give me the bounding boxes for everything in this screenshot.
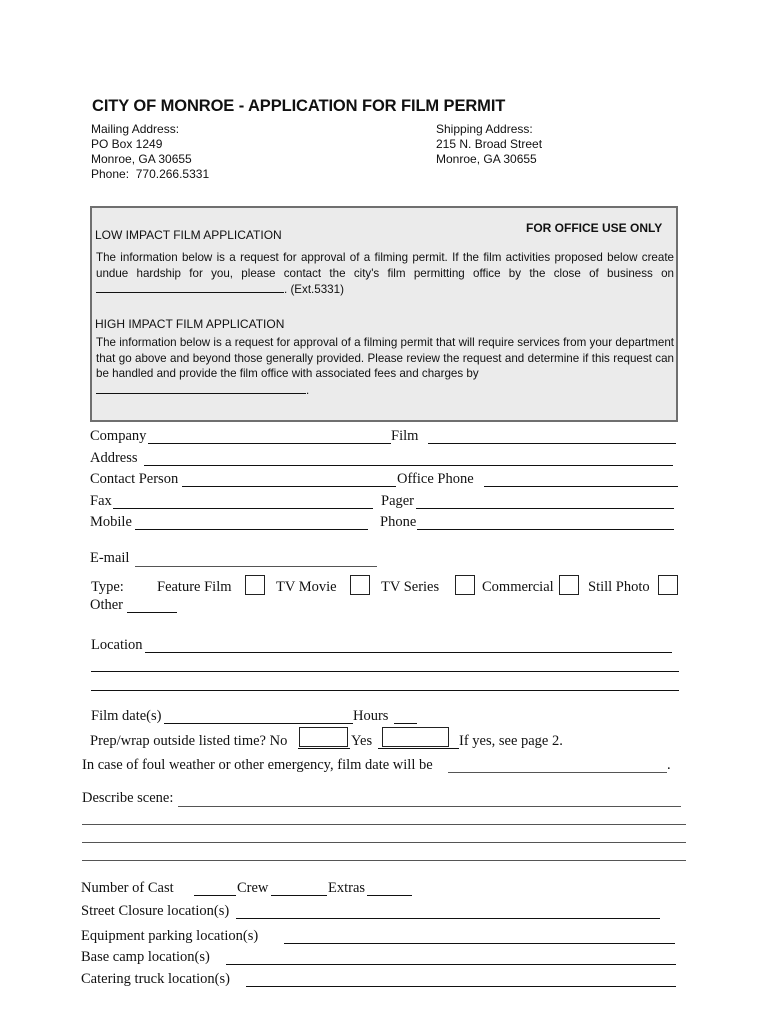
shipping-address [436,122,542,167]
type-feature-film-label: Feature Film [157,579,232,595]
address-field[interactable] [144,465,673,466]
phone-label-form: Phone [380,514,417,530]
crew-label: Crew [237,880,269,896]
high-impact-text [96,335,674,398]
prep-wrap-no-box[interactable] [299,727,348,747]
describe-scene-field-4[interactable] [82,860,686,861]
contact-person-label: Contact Person [90,471,179,487]
foul-weather-field[interactable] [448,772,667,773]
cast-label: Number of Cast [81,880,174,896]
other-field[interactable] [127,612,177,613]
describe-scene-field-1[interactable] [178,806,681,807]
pager-label: Pager [381,493,415,509]
office-use-label: FOR OFFICE USE ONLY [526,221,663,235]
email-field[interactable] [135,566,377,567]
location-label: Location [91,637,143,653]
phone-label: Phone: [91,167,130,181]
foul-weather-period: . [667,757,671,773]
phone-line [91,167,209,182]
feature-film-checkbox[interactable] [245,575,265,595]
mailing-address-label: Mailing Address: [91,122,180,136]
pager-field[interactable] [416,508,674,509]
low-impact-heading: LOW IMPACT FILM APPLICATION [95,228,282,242]
type-tv-series-label: TV Series [381,579,440,595]
low-impact-text [96,250,674,298]
low-impact-date-blank[interactable] [96,281,284,293]
crew-field[interactable] [271,895,327,896]
type-still-photo-label: Still Photo [588,579,650,595]
cast-field[interactable] [194,895,236,896]
mailing-address-line1: PO Box 1249 [91,137,163,151]
still-photo-checkbox[interactable] [658,575,678,595]
hours-field[interactable] [394,723,417,724]
film-dates-label: Film date(s) [91,708,162,724]
prep-wrap-yes-underline [378,748,459,749]
other-label: Other [90,597,124,613]
catering-truck-field[interactable] [246,986,676,987]
page-title: CITY OF MONROE - APPLICATION FOR FILM PERMIT [92,97,506,115]
if-yes-note: If yes, see page 2. [459,733,563,749]
extras-field[interactable] [367,895,412,896]
company-label: Company [90,428,147,444]
office-phone-field[interactable] [484,486,678,487]
location-field-2[interactable] [91,671,679,672]
catering-truck-label: Catering truck location(s) [81,971,230,987]
high-impact-date-blank[interactable] [96,382,306,394]
mobile-field[interactable] [135,529,368,530]
high-impact-suffix: . [306,383,310,397]
high-impact-heading: HIGH IMPACT FILM APPLICATION [95,317,285,331]
company-field[interactable] [148,443,391,444]
type-tv-movie-label: TV Movie [276,579,337,595]
location-field-3[interactable] [91,690,679,691]
fax-label: Fax [90,493,112,509]
equipment-parking-label: Equipment parking location(s) [81,928,259,944]
prep-wrap-no-underline [298,748,350,749]
film-field[interactable] [428,443,676,444]
prep-wrap-label: Prep/wrap outside listed time? No [90,733,288,749]
base-camp-field[interactable] [226,964,676,965]
describe-scene-field-3[interactable] [82,842,686,843]
type-label: Type: [91,579,124,595]
base-camp-label: Base camp location(s) [81,949,210,965]
type-commercial-label: Commercial [482,579,554,595]
mobile-label: Mobile [90,514,132,530]
street-closure-label: Street Closure location(s) [81,903,230,919]
extras-label: Extras [328,880,366,896]
shipping-address-line1: 215 N. Broad Street [436,137,543,151]
low-impact-suffix: . (Ext.5331) [284,283,344,296]
contact-person-field[interactable] [182,486,396,487]
prep-wrap-yes-label: Yes [351,733,373,749]
foul-weather-label: In case of foul weather or other emergency, film date will be [82,757,433,773]
equipment-parking-field[interactable] [284,943,675,944]
hours-label: Hours [353,708,389,724]
shipping-address-label: Shipping Address: [436,122,533,136]
describe-scene-label: Describe scene: [82,790,174,806]
tv-movie-checkbox[interactable] [350,575,370,595]
tv-series-checkbox[interactable] [455,575,475,595]
email-label: E-mail [90,550,130,566]
phone-number: 770.266.5331 [135,167,210,181]
high-impact-body: The information below is a request for approval of a filming permit that will require services from your department that go above and beyond those generally provided. Please review the request and determine if this request can be handled and provide the film office with associated fees and charges by [96,336,674,380]
low-impact-body: The information below is a request for approval of a filming permit. If the film activities proposed below create undue hardship for you, please contact the city's film permitting office by the close of business on [96,251,674,280]
mailing-address [91,122,209,182]
phone-field[interactable] [417,529,674,530]
film-dates-field[interactable] [164,723,353,724]
mailing-address-line2: Monroe, GA 30655 [91,152,192,166]
street-closure-field[interactable] [236,918,660,919]
film-label: Film [391,428,419,444]
office-phone-label: Office Phone [397,471,474,487]
shipping-address-line2: Monroe, GA 30655 [436,152,537,166]
describe-scene-field-2[interactable] [82,824,686,825]
commercial-checkbox[interactable] [559,575,579,595]
address-label: Address [90,450,138,466]
prep-wrap-yes-box[interactable] [382,727,449,747]
fax-field[interactable] [113,508,373,509]
location-field-1[interactable] [145,652,672,653]
office-use-box [90,206,678,422]
